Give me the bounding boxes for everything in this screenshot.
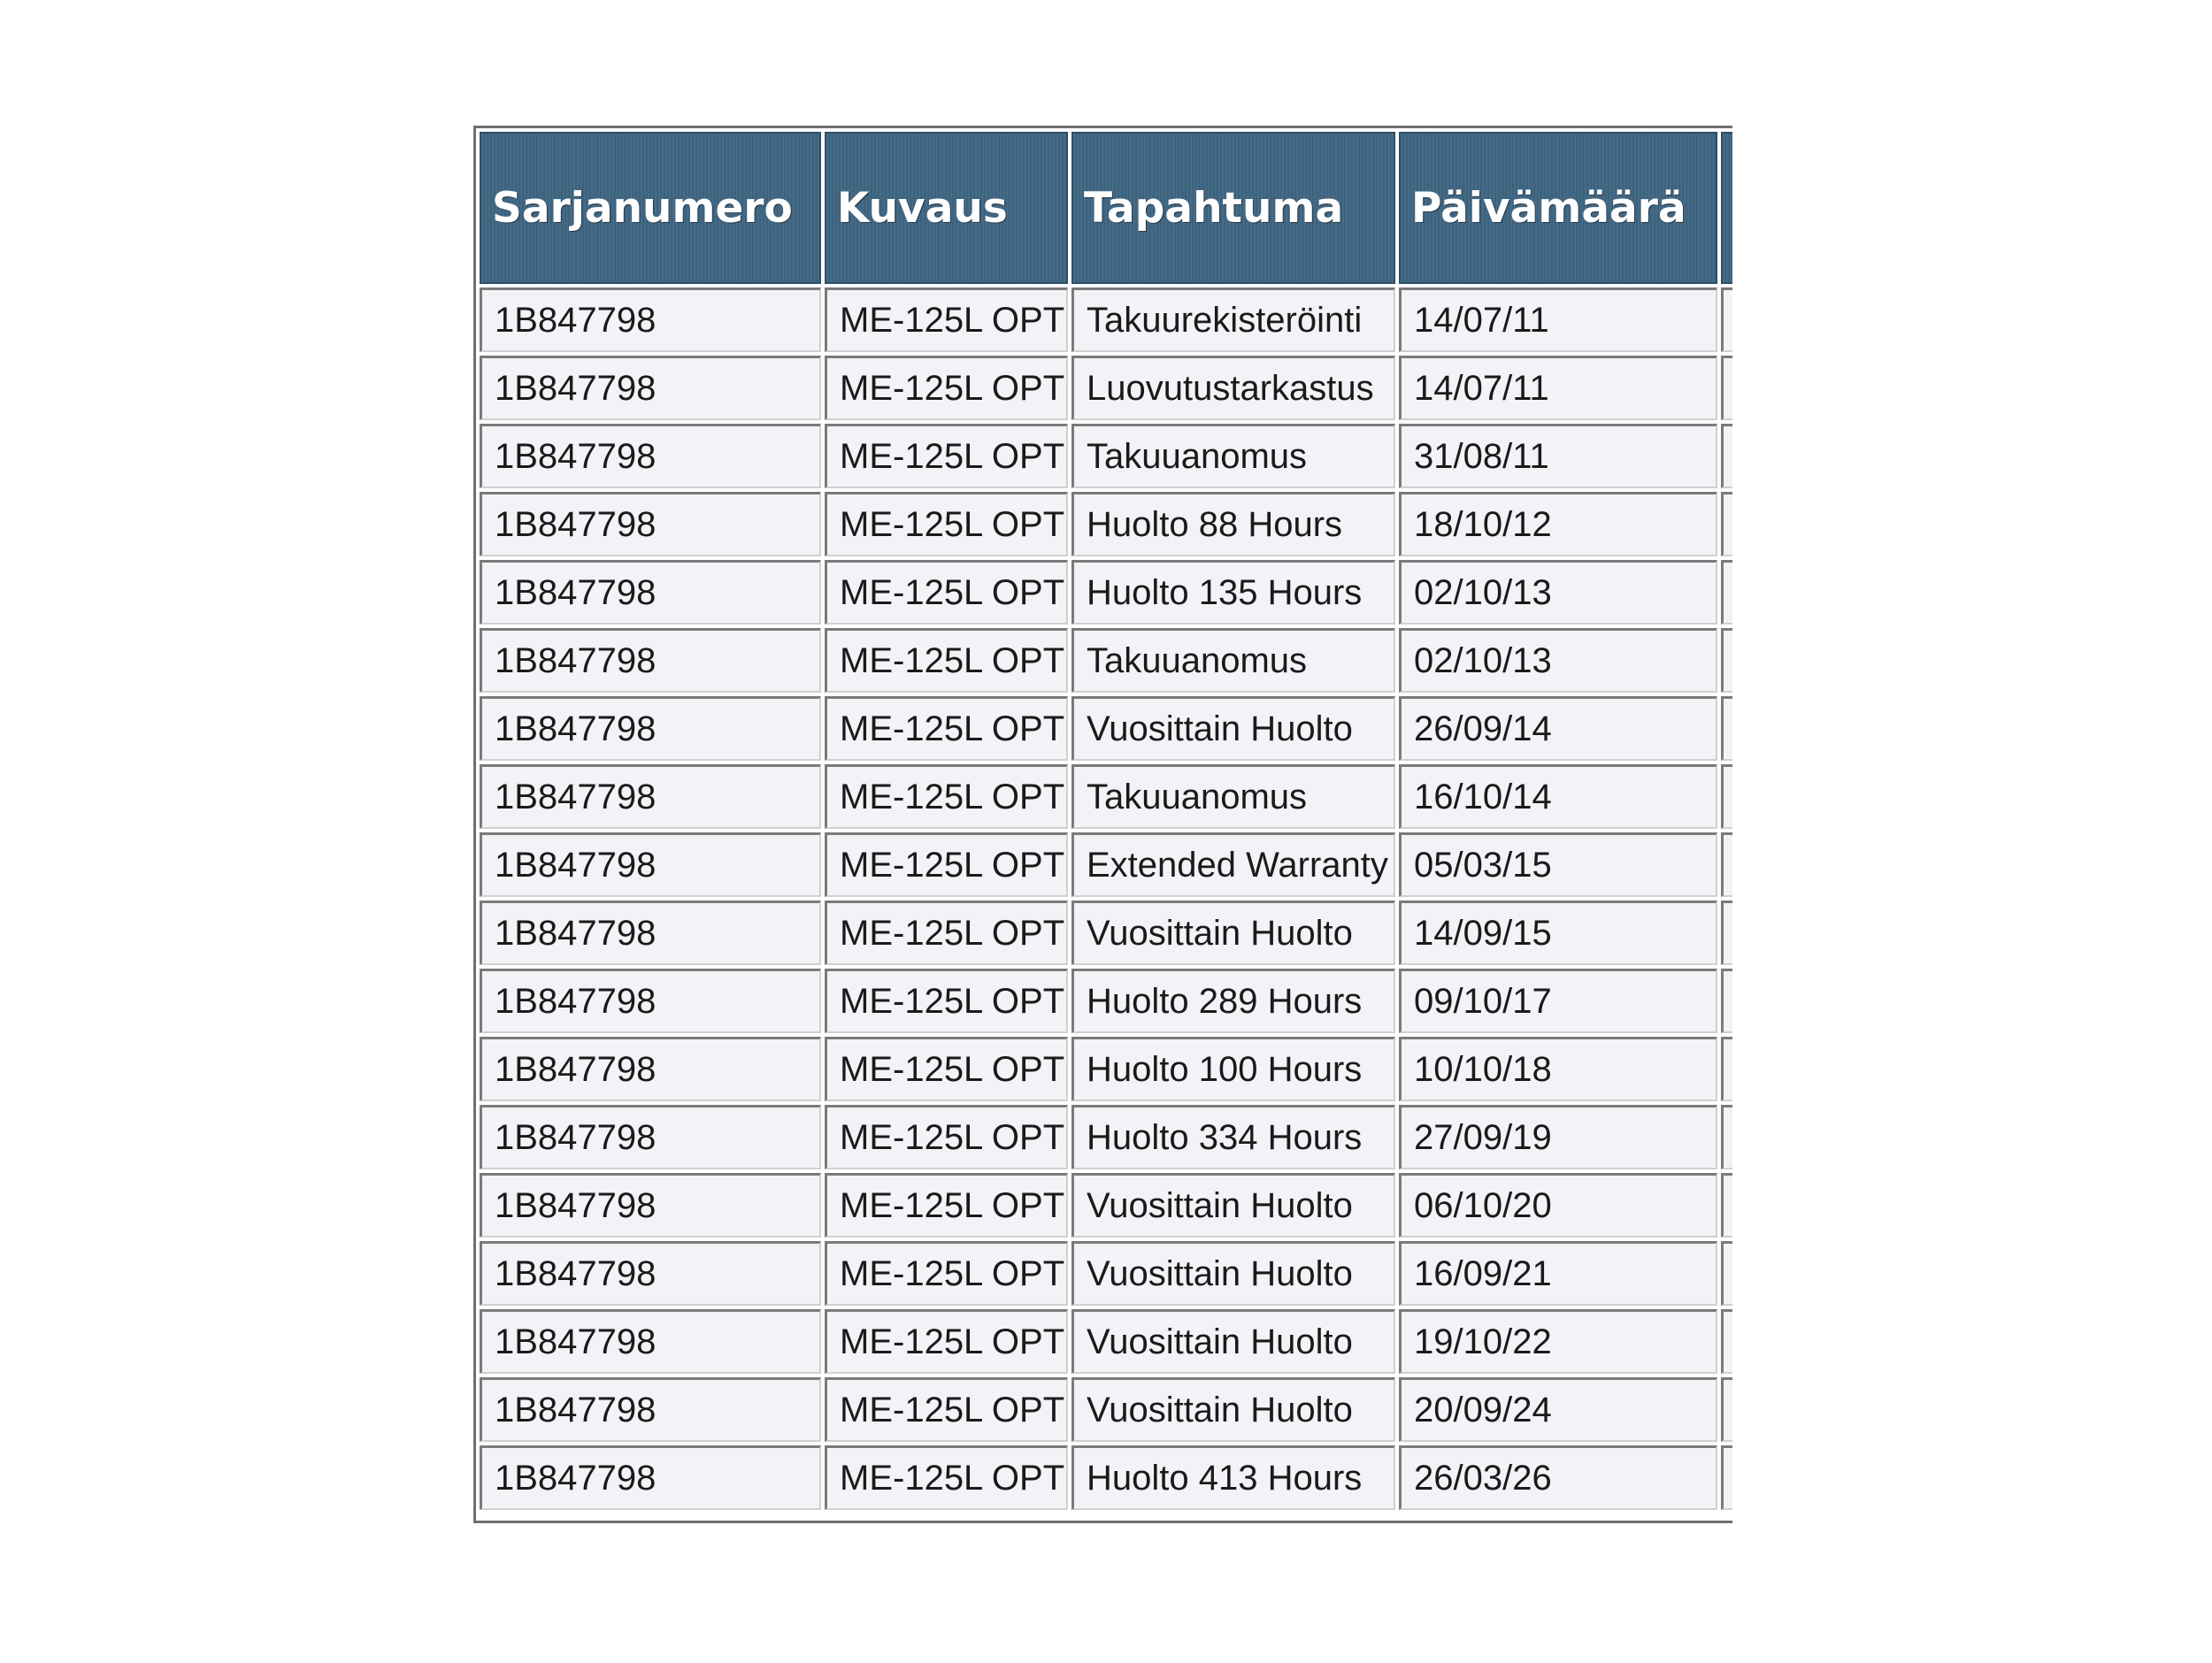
cut-off-cell xyxy=(1721,969,1732,1033)
serial-number-cell: 1B847798 xyxy=(480,492,821,556)
table-row xyxy=(480,356,1732,420)
event-cell: Vuosittain Huolto xyxy=(1071,696,1395,761)
table-row xyxy=(480,1173,1732,1238)
header-date: Päivämäärä xyxy=(1399,132,1717,284)
cut-off-cell xyxy=(1721,424,1732,488)
date-cell: 05/03/15 xyxy=(1399,832,1717,897)
serial-number-cell: 1B847798 xyxy=(480,832,821,897)
description-cell: ME-125L OPT xyxy=(825,969,1068,1033)
cut-off-cell xyxy=(1721,287,1732,352)
cut-off-cell xyxy=(1721,832,1732,897)
date-cell: 26/09/14 xyxy=(1399,696,1717,761)
description-cell: ME-125L OPT xyxy=(825,424,1068,488)
table-row xyxy=(480,969,1732,1033)
event-cell: Vuosittain Huolto xyxy=(1071,900,1395,965)
date-cell: 09/10/17 xyxy=(1399,969,1717,1033)
date-cell: 02/10/13 xyxy=(1399,560,1717,625)
serial-number-cell: 1B847798 xyxy=(480,764,821,829)
table-row xyxy=(480,287,1732,352)
event-cell: Takuuanomus xyxy=(1071,628,1395,693)
table-row xyxy=(480,1105,1732,1169)
description-cell: ME-125L OPT xyxy=(825,1445,1068,1510)
date-cell: 16/10/14 xyxy=(1399,764,1717,829)
description-cell: ME-125L OPT xyxy=(825,492,1068,556)
event-cell: Takuurekisteröinti xyxy=(1071,287,1395,352)
serial-number-cell: 1B847798 xyxy=(480,1377,821,1442)
table-row xyxy=(480,900,1732,965)
serial-number-cell: 1B847798 xyxy=(480,1309,821,1374)
date-cell: 20/09/24 xyxy=(1399,1377,1717,1442)
date-cell: 14/07/11 xyxy=(1399,287,1717,352)
table-row xyxy=(480,1037,1732,1101)
description-cell: ME-125L OPT xyxy=(825,628,1068,693)
event-cell: Vuosittain Huolto xyxy=(1071,1377,1395,1442)
event-cell: Vuosittain Huolto xyxy=(1071,1173,1395,1238)
service-history-sheet xyxy=(473,126,1732,1523)
header-cut-off-column xyxy=(1721,132,1732,284)
event-cell: Extended Warranty xyxy=(1071,832,1395,897)
date-cell: 31/08/11 xyxy=(1399,424,1717,488)
description-cell: ME-125L OPT xyxy=(825,764,1068,829)
table-row xyxy=(480,832,1732,897)
description-cell: ME-125L OPT xyxy=(825,1037,1068,1101)
event-cell: Vuosittain Huolto xyxy=(1071,1309,1395,1374)
event-cell: Vuosittain Huolto xyxy=(1071,1241,1395,1306)
description-cell: ME-125L OPT xyxy=(825,1173,1068,1238)
cut-off-cell xyxy=(1721,356,1732,420)
table-row xyxy=(480,1241,1732,1306)
header-event: Tapahtuma xyxy=(1071,132,1395,284)
description-cell: ME-125L OPT xyxy=(825,356,1068,420)
cut-off-cell xyxy=(1721,1377,1732,1442)
serial-number-cell: 1B847798 xyxy=(480,1445,821,1510)
event-cell: Huolto 413 Hours xyxy=(1071,1445,1395,1510)
date-cell: 18/10/12 xyxy=(1399,492,1717,556)
description-cell: ME-125L OPT xyxy=(825,1309,1068,1374)
cut-off-cell xyxy=(1721,560,1732,625)
serial-number-cell: 1B847798 xyxy=(480,1241,821,1306)
cut-off-cell xyxy=(1721,696,1732,761)
cut-off-cell xyxy=(1721,1105,1732,1169)
cut-off-cell xyxy=(1721,1309,1732,1374)
date-cell: 16/09/21 xyxy=(1399,1241,1717,1306)
date-cell: 06/10/20 xyxy=(1399,1173,1717,1238)
table-row xyxy=(480,424,1732,488)
table-row xyxy=(480,560,1732,625)
date-cell: 14/09/15 xyxy=(1399,900,1717,965)
event-cell: Huolto 334 Hours xyxy=(1071,1105,1395,1169)
event-cell: Huolto 88 Hours xyxy=(1071,492,1395,556)
cut-off-cell xyxy=(1721,1173,1732,1238)
cut-off-cell xyxy=(1721,1241,1732,1306)
table-row xyxy=(480,492,1732,556)
serial-number-cell: 1B847798 xyxy=(480,969,821,1033)
date-cell: 14/07/11 xyxy=(1399,356,1717,420)
description-cell: ME-125L OPT xyxy=(825,900,1068,965)
description-cell: ME-125L OPT xyxy=(825,832,1068,897)
table-row xyxy=(480,1445,1732,1510)
event-cell: Takuuanomus xyxy=(1071,764,1395,829)
table-row xyxy=(480,1377,1732,1442)
description-cell: ME-125L OPT xyxy=(825,1377,1068,1442)
serial-number-cell: 1B847798 xyxy=(480,1105,821,1169)
serial-number-cell: 1B847798 xyxy=(480,560,821,625)
cut-off-cell xyxy=(1721,764,1732,829)
cut-off-cell xyxy=(1721,900,1732,965)
header-description: Kuvaus xyxy=(825,132,1068,284)
table-row xyxy=(480,1309,1732,1374)
service-history-table xyxy=(476,128,1732,1514)
event-cell: Takuuanomus xyxy=(1071,424,1395,488)
serial-number-cell: 1B847798 xyxy=(480,628,821,693)
serial-number-cell: 1B847798 xyxy=(480,1173,821,1238)
table-row xyxy=(480,628,1732,693)
description-cell: ME-125L OPT xyxy=(825,287,1068,352)
date-cell: 10/10/18 xyxy=(1399,1037,1717,1101)
cut-off-cell xyxy=(1721,1445,1732,1510)
date-cell: 19/10/22 xyxy=(1399,1309,1717,1374)
event-cell: Huolto 135 Hours xyxy=(1071,560,1395,625)
event-cell: Huolto 289 Hours xyxy=(1071,969,1395,1033)
serial-number-cell: 1B847798 xyxy=(480,696,821,761)
table-row xyxy=(480,696,1732,761)
table-row xyxy=(480,764,1732,829)
event-cell: Huolto 100 Hours xyxy=(1071,1037,1395,1101)
header-row xyxy=(480,132,1732,284)
serial-number-cell: 1B847798 xyxy=(480,356,821,420)
date-cell: 02/10/13 xyxy=(1399,628,1717,693)
description-cell: ME-125L OPT xyxy=(825,696,1068,761)
date-cell: 26/03/26 xyxy=(1399,1445,1717,1510)
cut-off-cell xyxy=(1721,628,1732,693)
serial-number-cell: 1B847798 xyxy=(480,287,821,352)
description-cell: ME-125L OPT xyxy=(825,560,1068,625)
table-body xyxy=(480,287,1732,1510)
serial-number-cell: 1B847798 xyxy=(480,1037,821,1101)
serial-number-cell: 1B847798 xyxy=(480,424,821,488)
header-serial-number: Sarjanumero xyxy=(480,132,821,284)
cut-off-cell xyxy=(1721,1037,1732,1101)
description-cell: ME-125L OPT xyxy=(825,1241,1068,1306)
event-cell: Luovutustarkastus xyxy=(1071,356,1395,420)
cut-off-cell xyxy=(1721,492,1732,556)
date-cell: 27/09/19 xyxy=(1399,1105,1717,1169)
description-cell: ME-125L OPT xyxy=(825,1105,1068,1169)
serial-number-cell: 1B847798 xyxy=(480,900,821,965)
